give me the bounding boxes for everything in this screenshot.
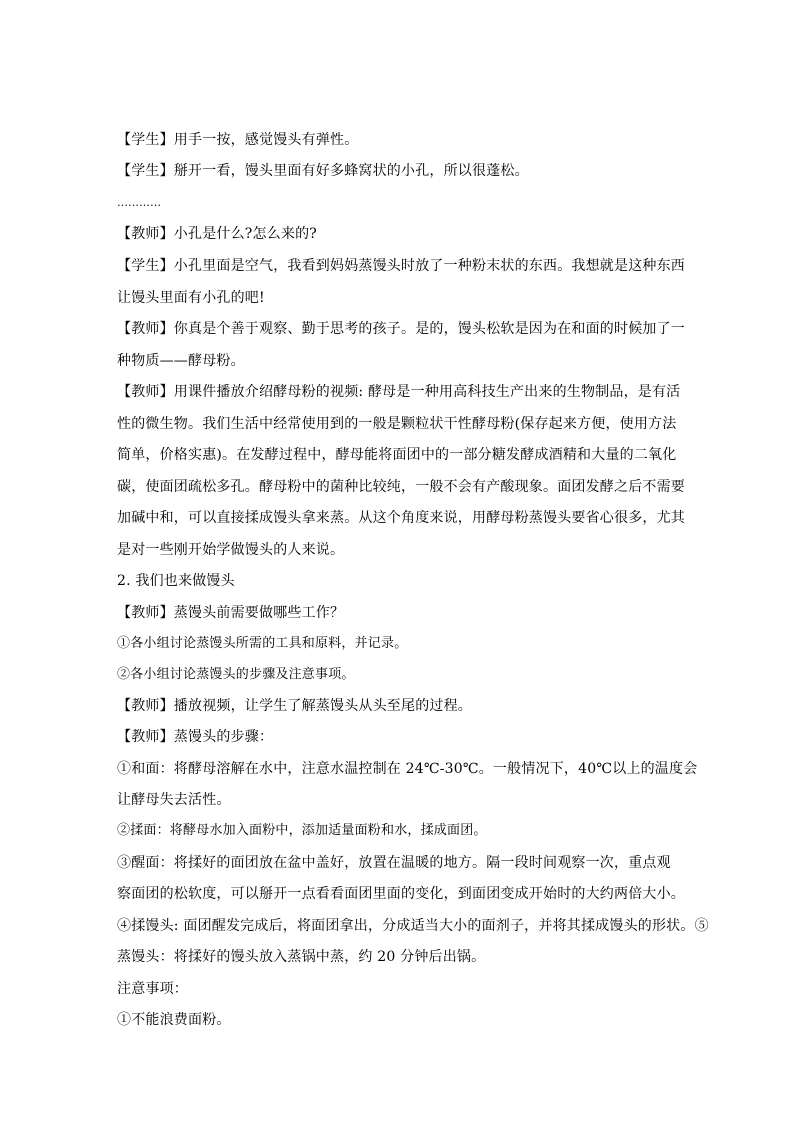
text-line: 【教师】蒸馒头的步骤：: [117, 729, 274, 745]
text-line: 【教师】蒸馒头前需要做哪些工作？: [117, 605, 345, 621]
text-line: 蒸馒头：将揉好的馒头放入蒸锅中蒸，约 20 分钟后出锅。: [117, 949, 486, 965]
text-line: 注意事项：: [117, 981, 188, 997]
text-line: 碳，使面团疏松多孔。酵母粉中的菌种比较纯，一般不会有产酸现象。面团发酵之后不需要: [117, 479, 685, 495]
text-line: ①和面：将酵母溶解在水中，注意水温控制在 24℃-30℃。一般情况下，40℃以上的温度会: [117, 761, 698, 777]
text-line: 简单，价格实惠)。在发酵过程中，酵母能将面团中的一部分糖发酵成酒精和大量的二氧化: [117, 447, 677, 463]
text-line: 是对一些刚开始学做馒头的人来说。: [117, 542, 345, 558]
text-line: 让馒头里面有小孔的吧!: [117, 290, 265, 306]
text-line: 加碱中和，可以直接揉成馒头拿来蒸。从这个角度来说，用酵母粉蒸馒头要省心很多，尤其: [117, 510, 685, 526]
text-line: 性的微生物。我们生活中经常使用到的一般是颗粒状干性酵母粉(保存起来方便，使用方法: [117, 416, 677, 432]
text-line: ③醒面：将揉好的面团放在盆中盖好，放置在温暖的地方。隔一段时间观察一次，重点观: [117, 855, 671, 871]
text-line: 【学生】用手一按，感觉馒头有弹性。: [117, 132, 359, 148]
text-line: 察面团的松软度，可以掰开一点看看面团里面的变化，到面团变成开始时的大约两倍大小。: [117, 886, 685, 902]
text-line: ①不能浪费面粉。: [117, 1012, 231, 1028]
text-line: 种物质——酵母粉。: [117, 353, 245, 369]
text-line: 【教师】小孔是什么?怎么来的?: [117, 226, 318, 242]
section-heading: 2. 我们也来做馒头: [117, 573, 235, 589]
text-line: 【学生】小孔里面是空气，我看到妈妈蒸馒头时放了一种粉末状的东西。我想就是这种东西: [117, 258, 685, 274]
text-line: 【教师】你真是个善于观察、勤于思考的孩子。是的，馒头松软是因为在和面的时候加了一: [117, 321, 685, 337]
ellipsis-line: …………: [117, 196, 161, 209]
text-line: ①各小组讨论蒸馒头所需的工具和原料，并记录。: [117, 636, 408, 651]
text-line: ②揉面：将酵母水加入面粉中，添加适量面粉和水，揉成面团。: [117, 823, 487, 838]
text-line: ②各小组讨论蒸馒头的步骤及注意事项。: [117, 667, 355, 682]
text-line: 【教师】播放视频，让学生了解蒸馒头从头至尾的过程。: [117, 698, 472, 714]
text-line: ④揉馒头: 面团醒发完成后，将面团拿出，分成适当大小的面剂子，并将其揉成馒头的形状。⑤: [117, 918, 709, 934]
text-line: 【学生】掰开一看，馒头里面有好多蜂窝状的小孔，所以很蓬松。: [117, 163, 529, 179]
text-line: 【教师】用课件播放介绍酵母粉的视频: 酵母是一种用高科技生产出来的生物制品，是有活: [117, 384, 681, 400]
text-line: 让酵母失去活性。: [117, 792, 231, 808]
